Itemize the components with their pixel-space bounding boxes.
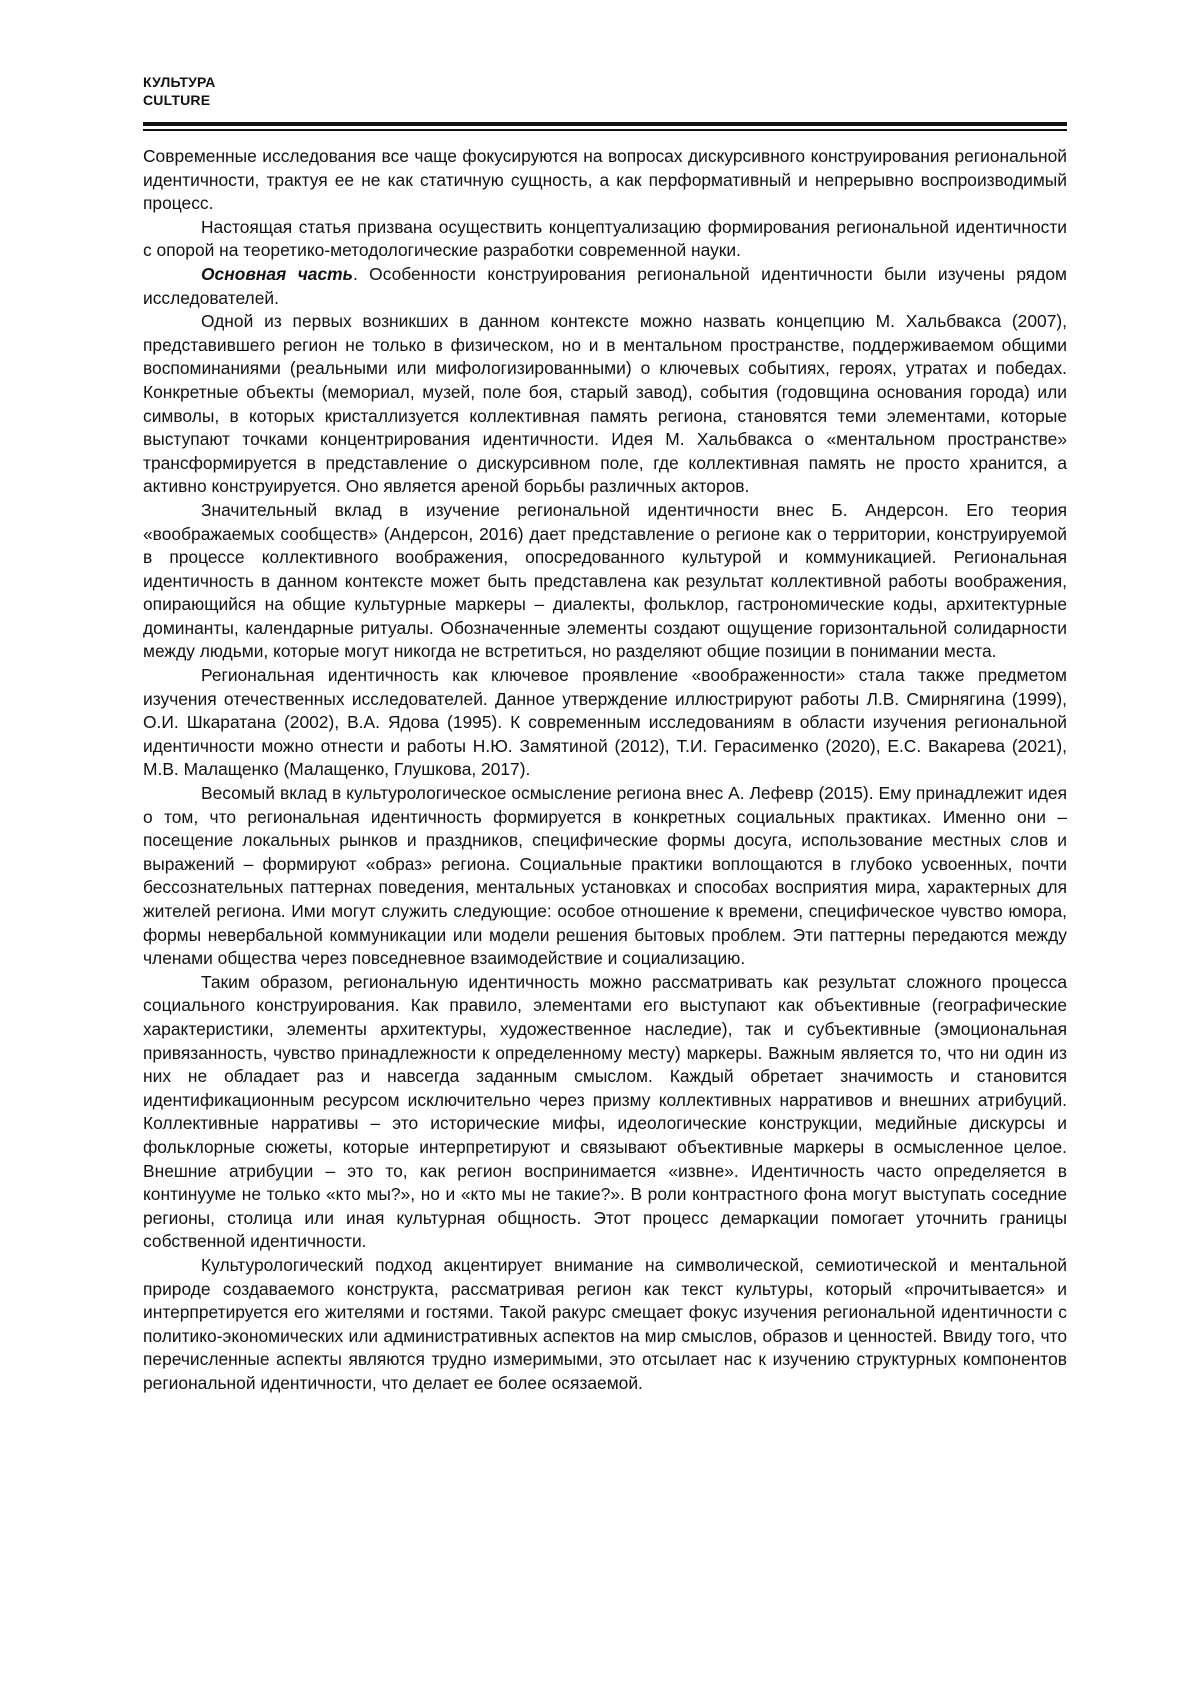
section-title-en: CULTURE: [143, 92, 211, 108]
main-part-heading: Основная часть: [201, 263, 353, 284]
paragraph-lefebvre: Весомый вклад в культурологическое осмысление региона внес А. Лефевр (2015). Ему принадлежит идея о том, что региональная идентичность формируется в конкретных социальных практиках. Именно они – посещение локальных рынков и праздников, специфические формы досуга, использование местных слов и выражений – формируют «образ» региона. Социальные практики воплощаются в глубоко усвоенных, почти бессознательных паттернах поведения, ментальных установках и способах восприятия мира, характерных для жителей региона. Ими могут служить следующие: особое отношение к времени, специфическое чувство юмора, формы невербальной коммуникации или модели решения бытовых проблем. Эти паттерны передаются между членами общества через повседневное взаимодействие и социализацию.: [143, 783, 1067, 969]
paragraph-domestic-research: Региональная идентичность как ключевое проявление «воображенности» стала также предметом изучения отечественных исследователей. Данное утверждение иллюстрируют работы Л.В. Смирнягина (1999), О.И. Шкаратана (2002), В.А. Ядова (1995). К современным исследованиям в области изучения региональной идентичности можно отнести и работы Н.Ю. Замятиной (2012), Т.И. Герасименко (2020), Е.С. Вакарева (2021), М.В. Малащенко (Малащенко, Глушкова, 2017).: [143, 665, 1067, 780]
paragraph-aim: Настоящая статья призвана осуществить концептуализацию формирования региональной идентичности с опорой на теоретико-методологические разработки современной науки.: [143, 216, 1067, 261]
paragraph-intro-continued: Современные исследования все чаще фокусируются на вопросах дискурсивного конструирования региональной идентичности, трактуя ее не как статичную сущность, а как перформативный и непрерывно воспроизводимый процесс.: [143, 146, 1067, 214]
paragraph-main-part: [143, 263, 1067, 310]
paragraph-culturological-approach: Культурологический подход акцентирует внимание на символической, семиотической и ментальной природе создаваемого конструкта, рассматривая регион как текст культуры, который «прочитывается» и интерпретируется его жителями и гостями. Такой ракурс смещает фокус изучения региональной идентичности с политико-экономических или административных аспектов на мир смыслов, образов и ценностей. Ввиду того, что перечисленные аспекты являются трудно измеримыми, это отсылает нас к изучению структурных компонентов региональной идентичности, что делает ее более осязаемой.: [143, 1254, 1067, 1393]
main-part-text: . Особенности конструирования региональной идентичности были изучены рядом исследователей.: [143, 263, 1067, 308]
header-rule-thick: [143, 122, 1067, 126]
paragraph-halbwachs: Одной из первых возникших в данном контексте можно назвать концепцию М. Хальбвакса (2007), представившего регион не только в физическом, но и в ментальном пространстве, поддерживаемом общими воспоминаниями (реальными или мифологизированными) о ключевых событиях, героях, утратах и победах. Конкретные объекты (мемориал, музей, поле боя, старый завод), события (годовщина основания города) или символы, в которых кристаллизуется коллективная память региона, становятся теми элементами, которые выступают точками концентрирования идентичности. Идея М. Хальбвакса о «ментальном пространстве» трансформируется в представление о дискурсивном поле, где коллективная память не просто хранится, а активно конструируется. Оно является ареной борьбы различных акторов.: [143, 311, 1067, 497]
paragraph-social-construction: Таким образом, региональную идентичность можно рассматривать как результат сложного процесса социального конструирования. Как правило, элементами его выступают как объективные (географические характеристики, элементы архитектуры, художественное наследие), так и субъективные (эмоциональная привязанность, чувство принадлежности к определенному месту) маркеры. Важным является то, что ни один из них не обладает раз и навсегда заданным смыслом. Каждый обретает значимость и становится идентификационным ресурсом исключительно через призму коллективных нарративов и внешних атрибуций. Коллективные нарративы – это исторические мифы, идеологические конструкции, медийные дискурсы и фольклорные сюжеты, которые интерпретируют и связывают объективные маркеры в осмысленное целое. Внешние атрибуции – это то, как регион воспринимается «извне». Идентичность часто определяется в континууме не только «кто мы?», но и «кто мы не такие?». В роли контрастного фона могут выступать соседние регионы, столица или иная культурная общность. Этот процесс демаркации помогает уточнить границы собственной идентичности.: [143, 971, 1067, 1252]
paragraph-anderson: Значительный вклад в изучение региональной идентичности внес Б. Андерсон. Его теория «воображаемых сообществ» (Андерсон, 2016) дает представление о регионе как о территории, конструируемой в процессе коллективного воображения, опосредованного культурой и коммуникацией. Региональная идентичность в данном контексте может быть представлена как результат коллективной работы воображения, опирающийся на общие культурные маркеры – диалекты, фольклор, гастрономические коды, архитектурные доминанты, календарные ритуалы. Обозначенные элементы создают ощущение горизонтальной солидарности между людьми, которые могут никогда не встретиться, но разделяют общие позиции в понимании места.: [143, 499, 1067, 662]
article-body: [143, 145, 1067, 1395]
running-head: [143, 73, 216, 109]
header-rule-thin: [143, 129, 1067, 131]
section-title-ru: КУЛЬТУРА: [143, 74, 216, 90]
